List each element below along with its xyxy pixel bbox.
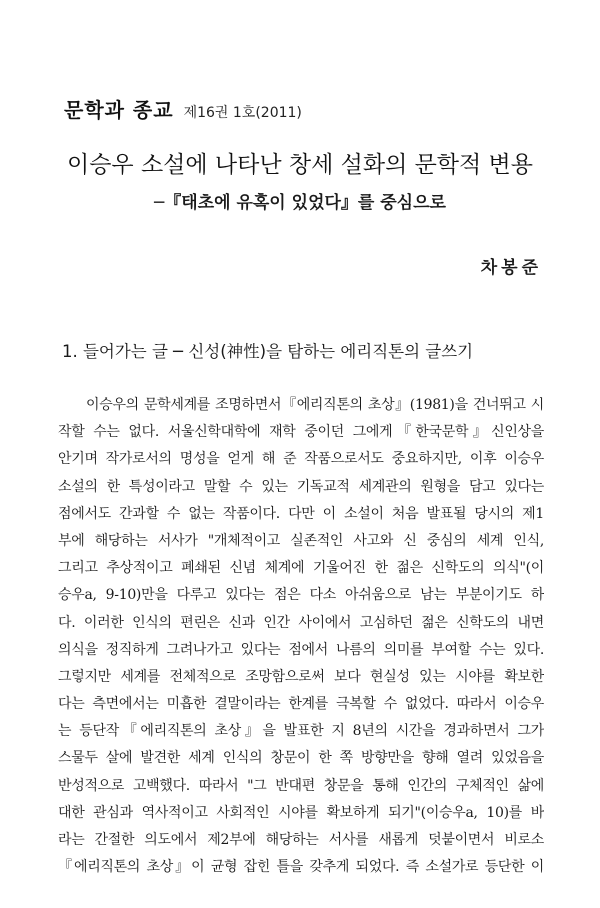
body-line: 안기며 작가로서의 명성을 얻게 해 준 작품으로서도 중요하지만, 이후 이승우 xyxy=(58,451,544,468)
body-line: 스물두 살에 발견한 세계 인식의 창문이 한 쪽 방향만을 향해 열려 있었음을 xyxy=(58,750,544,767)
body-line: 『에리직톤의 초상』이 균형 잡힌 틀을 갖추게 되었다. 즉 소설가로 등단한 이 xyxy=(58,859,544,876)
body-line: 승우a, 9-10)만을 다루고 있다는 점은 다소 아쉬움으로 남는 부분이기도 하 xyxy=(58,587,544,604)
body-line: 의식을 정직하게 그려나가고 있다는 점에서 나름의 의미를 부여할 수는 있다. xyxy=(58,641,544,658)
journal-title: 문학과 종교 xyxy=(64,98,174,122)
body-line: 작할 수는 없다. 서울신학대학에 재학 중이던 그에게『한국문학』신인상을 xyxy=(58,424,544,441)
body-line: 이승우의 문학세계를 조명하면서『에리직톤의 초상』(1981)을 건너뛰고 시 xyxy=(86,397,544,413)
body-line: 부에 해당하는 서사가 "개체적이고 실존적인 사고와 신 중심의 세계 인식, xyxy=(58,532,544,549)
body-line: 점에서도 간과할 수 없는 작품이다. 다만 이 소설이 처음 발표될 당시의 제1 xyxy=(58,505,544,522)
body-line: 라는 간절한 의도에서 제2부에 해당하는 서사를 새롭게 덧붙이면서 비로소 xyxy=(58,832,544,848)
body-line: 그렇지만 세계를 전체적으로 조망함으로써 보다 현실성 있는 시야를 확보한 xyxy=(58,668,544,685)
article-title: 이승우 소설에 나타난 창세 설화의 문학적 변용 xyxy=(66,152,533,178)
body-line: 대한 관심과 역사적이고 사회적인 시야를 확보하게 되기"(이승우a, 10)를 바 xyxy=(58,804,544,821)
body-line: 반성적으로 고백했다. 따라서 "그 반대편 창문을 통해 인간의 구체적인 삶에 xyxy=(58,777,544,794)
journal-issue: 제16권 1호(2011) xyxy=(183,105,302,121)
article-author: 차봉준 xyxy=(480,258,542,278)
article-subtitle: ─『태초에 유혹이 있었다』를 중심으로 xyxy=(154,193,446,213)
body-line: 다는 측면에서는 미흡한 결말이라는 한계를 극복할 수 없었다. 따라서 이승우 xyxy=(58,696,544,713)
body-paragraph xyxy=(58,392,544,881)
body-line: 소설의 한 특성이라고 말할 수 있는 기독교적 세계관의 원형을 담고 있다는 xyxy=(58,478,544,495)
body-line: 그리고 추상적이고 폐쇄된 신념 체계에 기울어진 한 젊은 신학도의 의식"(이 xyxy=(58,560,544,577)
body-line: 다. 이러한 인식의 편린은 신과 인간 사이에서 고심하던 젊은 신학도의 내면 xyxy=(58,614,544,631)
section-heading: 1. 들어가는 글 ─ 신성(神性)을 탐하는 에리직톤의 글쓰기 xyxy=(62,342,474,361)
body-line: 는 등단작『에리직톤의 초상』을 발표한 지 8년의 시간을 경과하면서 그가 xyxy=(58,723,544,740)
journal-header xyxy=(64,94,302,123)
